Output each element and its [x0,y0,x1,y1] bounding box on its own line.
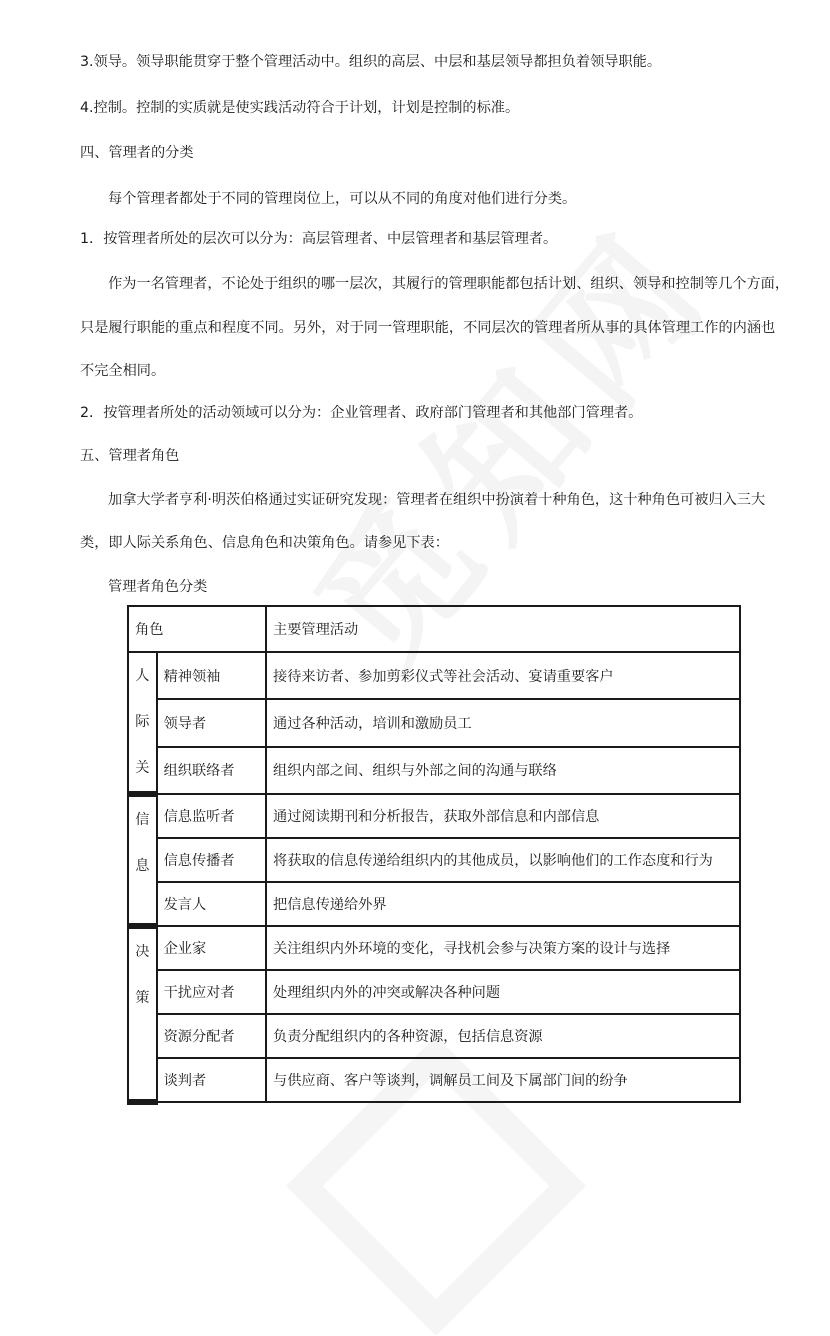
role-activity: 与供应商、客户等谈判，调解员工间及下属部门间的纷争 [266,1058,740,1102]
role-activity: 接待来访者、参加剪彩仪式等社会活动、宴请重要客户 [266,652,740,699]
paragraph-mintzberg-line2: 类，即人际关系角色、信息角色和决策角色。请参见下表： [80,535,449,551]
group-char: 决 [135,944,150,960]
manager-roles-table [127,605,741,1105]
table-row [128,794,740,838]
group-char: 信 [135,812,150,828]
table-row [128,882,740,926]
table-row [128,1014,740,1058]
table-row [128,926,740,970]
role-name: 信息监听者 [157,794,266,838]
role-activity: 负责分配组织内的各种资源，包括信息资源 [266,1014,740,1058]
header-activity: 主要管理活动 [266,606,740,652]
role-name: 信息传播者 [157,838,266,882]
paragraph-mintzberg-line1: 加拿大学者亨利·明茨伯格通过实证研究发现：管理者在组织中扮演着十种角色，这十种角色可被归入三大 [108,492,766,508]
paragraph-leadership: 3.领导。领导职能贯穿于整个管理活动中。组织的高层、中层和基层领导都担负着领导职能。 [80,54,662,70]
group-char: 策 [135,990,150,1006]
group-char: 人 [135,668,150,684]
table-caption: 管理者角色分类 [108,579,208,595]
table-row [128,1058,740,1102]
header-role: 角色 [128,606,266,652]
group-interpersonal [128,652,157,794]
group-decisional [128,926,157,1102]
group-char: 关 [135,760,150,776]
role-name: 谈判者 [157,1058,266,1102]
role-activity: 关注组织内外环境的变化，寻找机会参与决策方案的设计与选择 [266,926,740,970]
paragraph-by-level: 1．按管理者所处的层次可以分为：高层管理者、中层管理者和基层管理者。 [80,231,558,247]
paragraph-control: 4.控制。控制的实质就是使实践活动符合于计划，计划是控制的标准。 [80,100,520,116]
table-row [128,699,740,746]
section-heading-roles: 五、管理者角色 [80,448,180,464]
table-row [128,747,740,794]
section-heading-classification: 四、管理者的分类 [80,145,194,161]
role-name: 发言人 [157,882,266,926]
role-name: 企业家 [157,926,266,970]
paragraph-manager-functions-line1: 作为一名管理者，不论处于组织的哪一层次，其履行的管理职能都包括计划、组织、领导和控制等几个方面， [108,276,790,292]
table-row [128,970,740,1014]
table-row [128,838,740,882]
group-char: 息 [135,858,150,874]
paragraph-by-domain: 2．按管理者所处的活动领域可以分为：企业管理者、政府部门管理者和其他部门管理者。 [80,405,643,421]
table-row [128,652,740,699]
role-activity: 通过阅读期刊和分析报告，获取外部信息和内部信息 [266,794,740,838]
paragraph-manager-functions-line2: 只是履行职能的重点和程度不同。另外，对于同一管理职能，不同层次的管理者所从事的具体管理工作的内涵也 [80,320,776,336]
table-header-row [128,606,740,652]
group-informational [128,794,157,926]
role-activity: 组织内部之间、组织与外部之间的沟通与联络 [266,747,740,794]
role-name: 干扰应对者 [157,970,266,1014]
role-name: 资源分配者 [157,1014,266,1058]
role-name: 组织联络者 [157,747,266,794]
role-name: 领导者 [157,699,266,746]
paragraph-manager-functions-line3: 不完全相同。 [80,363,166,379]
role-activity: 处理组织内外的冲突或解决各种问题 [266,970,740,1014]
role-activity: 通过各种活动，培训和激励员工 [266,699,740,746]
role-name: 精神领袖 [157,652,266,699]
paragraph-classification-intro: 每个管理者都处于不同的管理岗位上，可以从不同的角度对他们进行分类。 [108,191,577,207]
role-activity: 把信息传递给外界 [266,882,740,926]
role-activity: 将获取的信息传递给组织内的其他成员，以影响他们的工作态度和行为 [266,838,740,882]
group-char: 际 [135,714,150,730]
